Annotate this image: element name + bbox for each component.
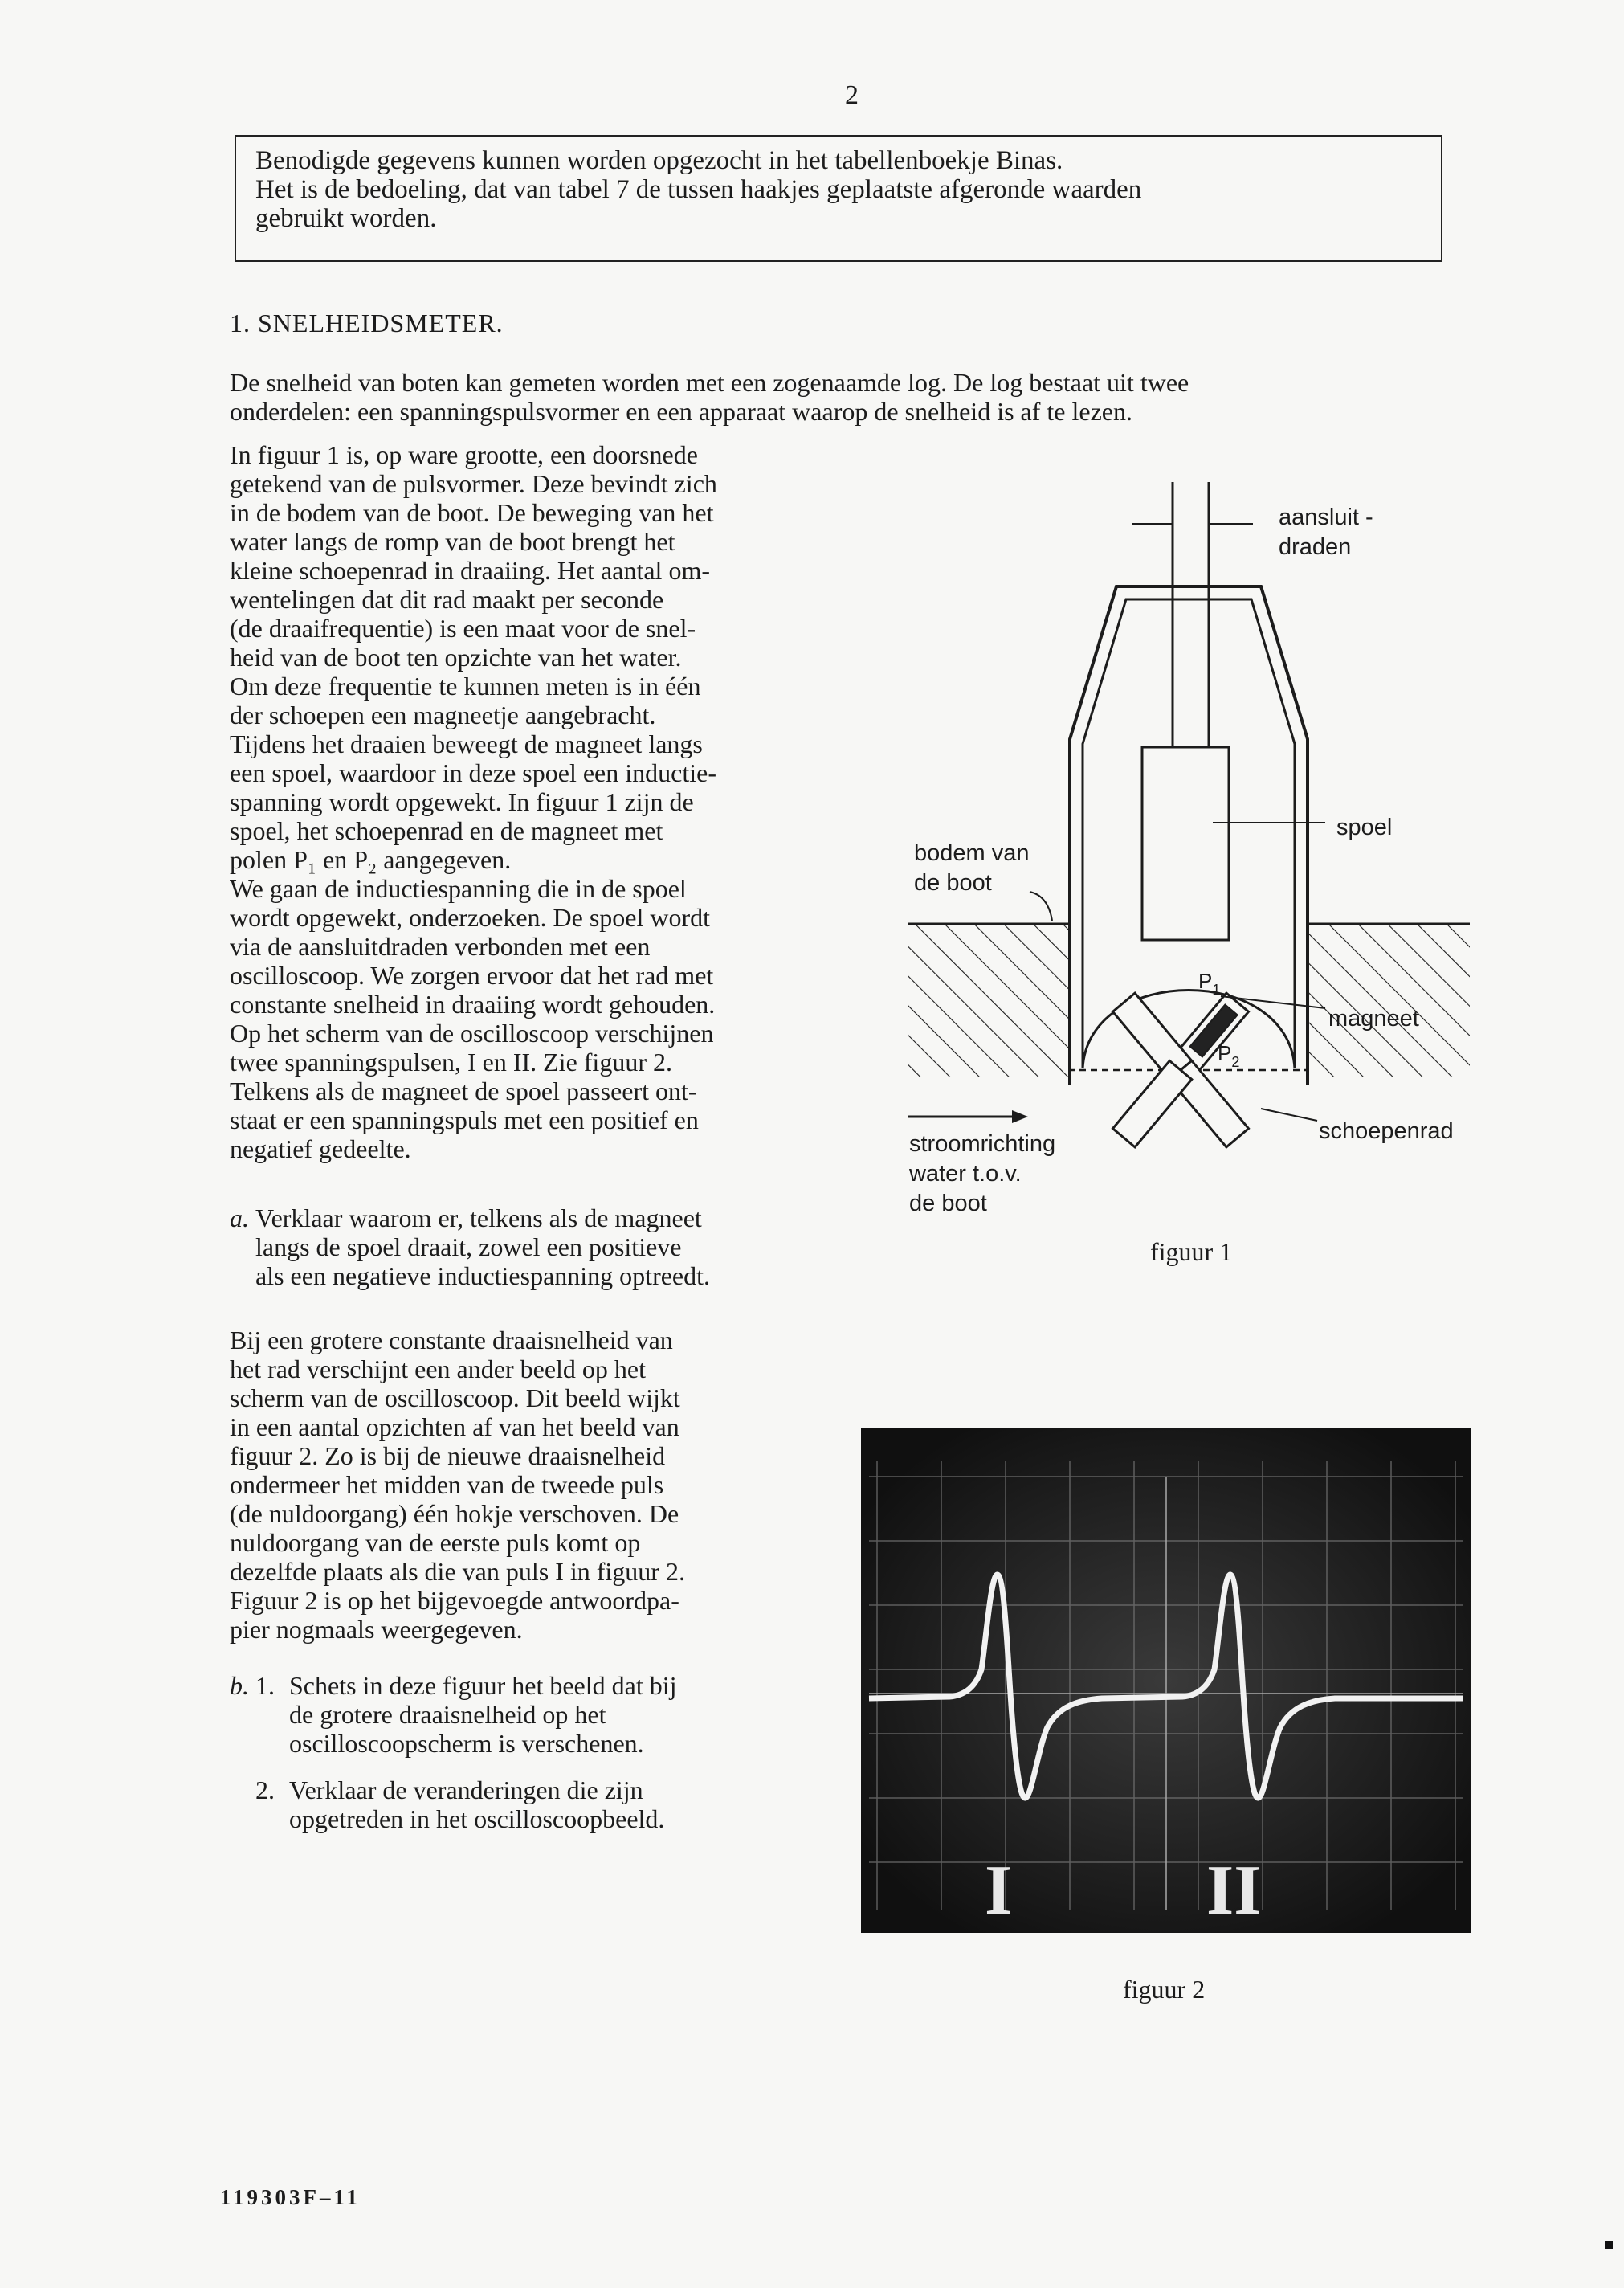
question-b1-line: de grotere draaisnelheid op het	[289, 1700, 606, 1729]
intro-line: De snelheid van boten kan gemeten worden met een zogenaamde log. De log bestaat uit twee	[230, 368, 1189, 397]
body-line: wordt opgewekt, onderzoeken. De spoel wordt	[230, 903, 711, 932]
body-line: oscilloscoop. We zorgen ervoor dat het rad met	[230, 961, 714, 990]
hull-hatch-left	[908, 924, 1068, 1077]
body-line: negatief gedeelte.	[230, 1134, 411, 1163]
question-b2-line: Verklaar de veranderingen die zijn	[289, 1775, 643, 1804]
pole-2-label: $P_2$	[1218, 1041, 1240, 1070]
label-wires-line: draden	[1279, 534, 1352, 560]
question-a-mark	[230, 1203, 249, 1233]
section-title: 1. SNELHEIDSMETER.	[230, 308, 504, 337]
body-line: Tijdens het draaien beweegt de magneet langs	[230, 729, 703, 758]
label-bottom-line: bodem van	[914, 840, 1030, 866]
body-line: twee spanningspulsen, I en II. Zie figuur 2.	[230, 1048, 672, 1077]
label-bottom-line: de boot	[914, 870, 992, 896]
body2-line: pier nogmaals weergegeven.	[230, 1615, 523, 1644]
label-magnet: magneet	[1328, 1006, 1419, 1032]
body-line: Op het scherm van de oscilloscoop verschijnen	[230, 1019, 714, 1048]
notice-line: Het is de bedoeling, dat van tabel 7 de tussen haakjes geplaatste afgeronde waarden	[255, 175, 1142, 204]
leader-wheel	[1261, 1109, 1317, 1121]
label-flow-line: stroomrichting	[909, 1131, 1056, 1157]
body-line: der schoepen een magneetje aangebracht.	[230, 701, 656, 729]
body-line: kleine schoepenrad in draaiing. Het aantal om-	[230, 556, 710, 585]
body2-line: in een aantal opzichten af van het beeld van	[230, 1412, 679, 1441]
body2-line: Figuur 2 is op het bijgevoegde antwoordpa-	[230, 1586, 679, 1615]
body2-line: (de nuldoorgang) één hokje verschoven. De	[230, 1499, 679, 1528]
question-a-label: a.	[230, 1203, 249, 1232]
body-line: spanning wordt opgewekt. In figuur 1 zijn de	[230, 787, 694, 816]
footer-code: 119303F–11	[220, 2185, 361, 2209]
intro-line: onderdelen: een spanningspulsvormer en een apparaat waarop de snelheid is af te lezen.	[230, 397, 1132, 426]
label-flow	[909, 1130, 1055, 1219]
body-line: In figuur 1 is, op ware grootte, een doorsnede	[230, 440, 698, 469]
body-line: We gaan de inductiespanning die in de spoel	[230, 874, 687, 903]
flow-arrow-head	[1012, 1110, 1028, 1123]
body-line: water langs de romp van de boot brengt het	[230, 527, 675, 556]
question-b1	[289, 1671, 835, 1758]
label-wires	[1279, 503, 1373, 562]
notice-box	[235, 135, 1442, 262]
body-line: spoel, het schoepenrad en de magneet met	[230, 816, 663, 845]
body-line: heid van de boot ten opzichte van het water.	[230, 643, 682, 672]
question-a-line: langs de spoel draait, zowel een positieve	[255, 1232, 682, 1261]
question-b1-line: Schets in deze figuur het beeld dat bij	[289, 1671, 677, 1700]
figure-1-caption: figuur 1	[1150, 1237, 1233, 1266]
notice-line: gebruikt worden.	[255, 204, 437, 233]
coil	[1142, 747, 1229, 940]
label-wires-line: aansluit -	[1279, 505, 1373, 530]
label-bottom	[914, 839, 1030, 898]
body-line: in de bodem van de boot. De beweging van het	[230, 498, 714, 527]
body2-line: figuur 2. Zo is bij de nieuwe draaisnelheid	[230, 1441, 666, 1470]
corner-mark	[1605, 2241, 1613, 2249]
question-b1-line: oscilloscoopscherm is verschenen.	[289, 1729, 644, 1758]
body2-paragraph	[230, 1326, 840, 1644]
body-line: via de aansluitdraden verbonden met een	[230, 932, 651, 961]
label-wheel: schoepenrad	[1319, 1118, 1454, 1144]
notice-line: Benodigde gegevens kunnen worden opgezocht in het tabellenboekje Binas.	[255, 146, 1063, 175]
question-b1-num: 1.	[255, 1671, 275, 1700]
body-paragraph	[230, 440, 840, 1163]
question-b2-line: opgetreden in het oscilloscoopbeeld.	[289, 1804, 665, 1833]
question-b1-number	[255, 1671, 275, 1701]
question-b2-num: 2.	[255, 1775, 275, 1804]
question-b2	[289, 1775, 835, 1833]
question-b-mark	[230, 1671, 249, 1701]
body2-line: nuldoorgang van de eerste puls komt op	[230, 1528, 641, 1557]
body-line: (de draaifrequentie) is een maat voor de snel-	[230, 614, 696, 643]
pulse-2-label: II	[1206, 1852, 1262, 1930]
leader-bottom	[1030, 892, 1052, 921]
figure-2-caption: figuur 2	[1123, 1975, 1206, 2004]
question-a	[255, 1203, 842, 1290]
body-line: staat er een spanningspuls met een positief en	[230, 1105, 699, 1134]
body2-line: Bij een grotere constante draaisnelheid van	[230, 1326, 673, 1354]
body-line: wentelingen dat dit rad maakt per seconde	[230, 585, 664, 614]
label-coil: spoel	[1336, 815, 1393, 840]
body2-line: het rad verschijnt een ander beeld op het	[230, 1354, 646, 1383]
hull-hatch-right	[1309, 924, 1470, 1077]
question-a-line: Verklaar waarom er, telkens als de magneet	[255, 1203, 702, 1232]
body2-line: ondermeer het midden van de tweede puls	[230, 1470, 664, 1499]
body2-line: scherm van de oscilloscoop. Dit beeld wijkt	[230, 1383, 680, 1412]
pulse-1-label: I	[985, 1852, 1013, 1930]
body-line: constante snelheid in draaiing wordt gehouden.	[230, 990, 716, 1019]
body-line: Om deze frequentie te kunnen meten is in één	[230, 672, 701, 701]
label-flow-line: water t.o.v.	[909, 1161, 1022, 1187]
label-flow-line: de boot	[909, 1191, 987, 1216]
body-line: Telkens als de magneet de spoel passeert ont-	[230, 1077, 697, 1105]
body2-line: dezelfde plaats als die van puls I in figuur 2.	[230, 1557, 685, 1586]
intro-paragraph	[230, 368, 1451, 426]
body-line: getekend van de pulsvormer. Deze bevindt zich	[230, 469, 717, 498]
page-number: 2	[845, 80, 859, 110]
question-b2-number	[255, 1775, 275, 1805]
body-line: een spoel, waardoor in deze spoel een inductie-	[230, 758, 716, 787]
question-a-line: als een negatieve inductiespanning optreedt.	[255, 1261, 711, 1290]
body-line: polen P₁ en P₂ aangegeven.	[230, 845, 512, 874]
oscilloscope-screen	[861, 1428, 1471, 1933]
question-b-label: b.	[230, 1671, 249, 1700]
figure-2-oscilloscope	[861, 1428, 1471, 1933]
pole-1-label: $P_1$	[1198, 969, 1221, 998]
